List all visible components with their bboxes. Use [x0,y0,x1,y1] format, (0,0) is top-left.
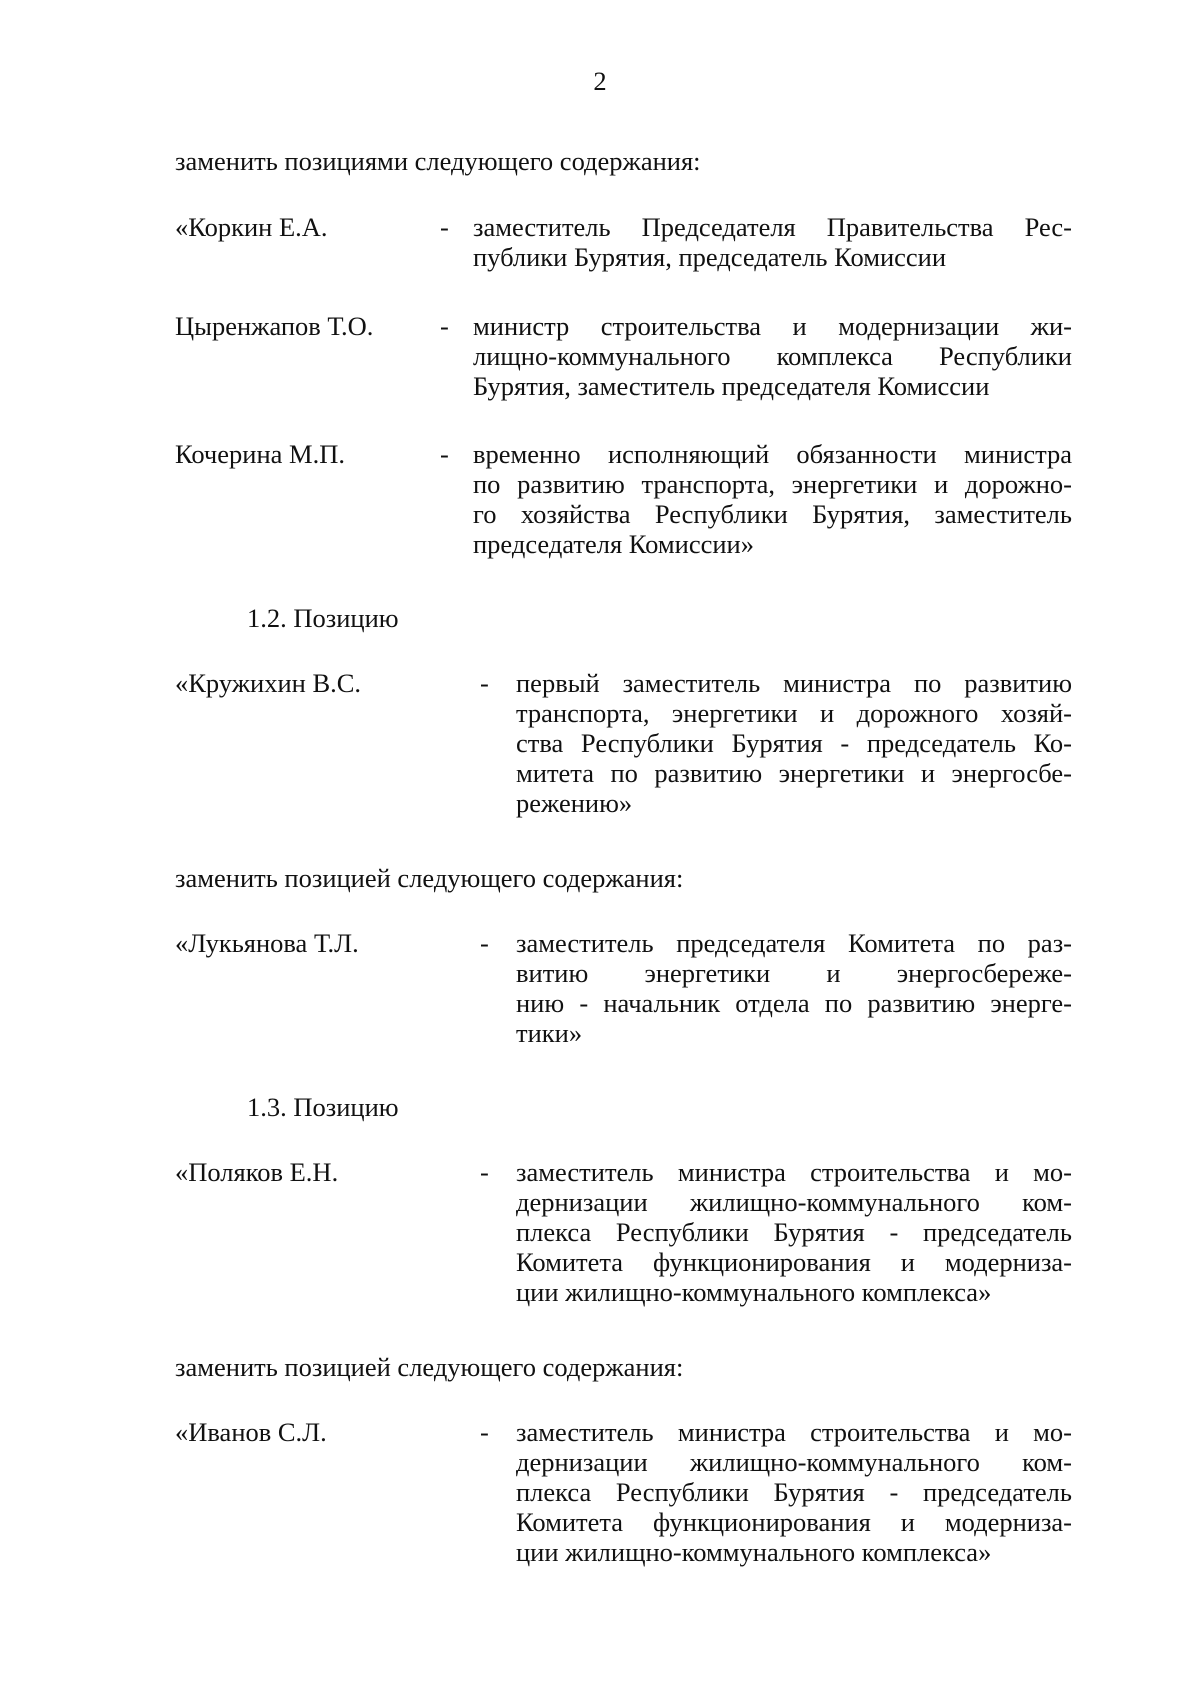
position-line: министр строительства и модернизации жи- [473,311,1072,341]
position-line: Комитета функционирования и модерниза- [516,1507,1072,1537]
position-line: нию - начальник отдела по развитию энерге- [516,988,1072,1018]
position-line: публики Бурятия, председатель Комиссии [473,242,947,272]
member-name: «Кружихин В.С. [175,668,362,698]
position-line: заместитель Председателя Правительства Рес- [473,212,1072,242]
entry-dash: - [440,439,449,469]
position-line: го хозяйства Республики Бурятия, заместитель [473,499,1072,529]
position-line: дернизации жилищно-коммунального ком- [516,1447,1072,1477]
member-position [473,439,1072,559]
member-position [516,1157,1072,1307]
member-name: Кочерина М.П. [175,439,345,469]
position-line: временно исполняющий обязанности министра [473,439,1072,469]
replace-text: заменить позицией следующего содержания: [175,1352,684,1382]
position-line: ства Республики Бурятия - председатель Ко- [516,728,1072,758]
page-number: 2 [593,66,607,96]
section-heading-1-2: 1.2. Позицию [247,603,399,633]
entry-dash: - [480,928,489,958]
member-position [516,668,1072,818]
member-name: «Коркин Е.А. [175,212,328,242]
position-line: транспорта, энергетики и дорожного хозяй- [516,698,1072,728]
position-line: тики» [516,1018,583,1048]
position-line: плекса Республики Бурятия - председатель [516,1217,1072,1247]
entry-dash: - [440,311,449,341]
position-line: заместитель министра строительства и мо- [516,1417,1072,1447]
member-position [473,311,1072,401]
entry-dash: - [480,1157,489,1187]
member-name: Цыренжапов Т.О. [175,311,374,341]
member-position [516,928,1072,1048]
position-line: дернизации жилищно-коммунального ком- [516,1187,1072,1217]
position-line: Комитета функционирования и модерниза- [516,1247,1072,1277]
member-position [473,212,1072,272]
position-line: ции жилищно-коммунального комплекса» [516,1277,992,1307]
position-line: ции жилищно-коммунального комплекса» [516,1537,992,1567]
position-line: лищно-коммунального комплекса Республики [473,341,1072,371]
section-heading-1-3: 1.3. Позицию [247,1092,399,1122]
position-line: первый заместитель министра по развитию [516,668,1072,698]
member-position [516,1417,1072,1567]
position-line: плекса Республики Бурятия - председатель [516,1477,1072,1507]
member-name: «Поляков Е.Н. [175,1157,339,1187]
member-name: «Лукьянова Т.Л. [175,928,359,958]
position-line: председателя Комиссии» [473,529,754,559]
position-line: заместитель министра строительства и мо- [516,1157,1072,1187]
position-line: заместитель председателя Комитета по раз- [516,928,1072,958]
entry-dash: - [480,1417,489,1447]
entry-dash: - [440,212,449,242]
intro-text: заменить позициями следующего содержания: [175,146,701,176]
position-line: Бурятия, заместитель председателя Комиссии [473,371,990,401]
replace-text: заменить позицией следующего содержания: [175,863,684,893]
position-line: режению» [516,788,633,818]
position-line: митета по развитию энергетики и энергосбе- [516,758,1072,788]
entry-dash: - [480,668,489,698]
member-name: «Иванов С.Л. [175,1417,327,1447]
position-line: витию энергетики и энергосбереже- [516,958,1072,988]
position-line: по развитию транспорта, энергетики и дорожно- [473,469,1072,499]
